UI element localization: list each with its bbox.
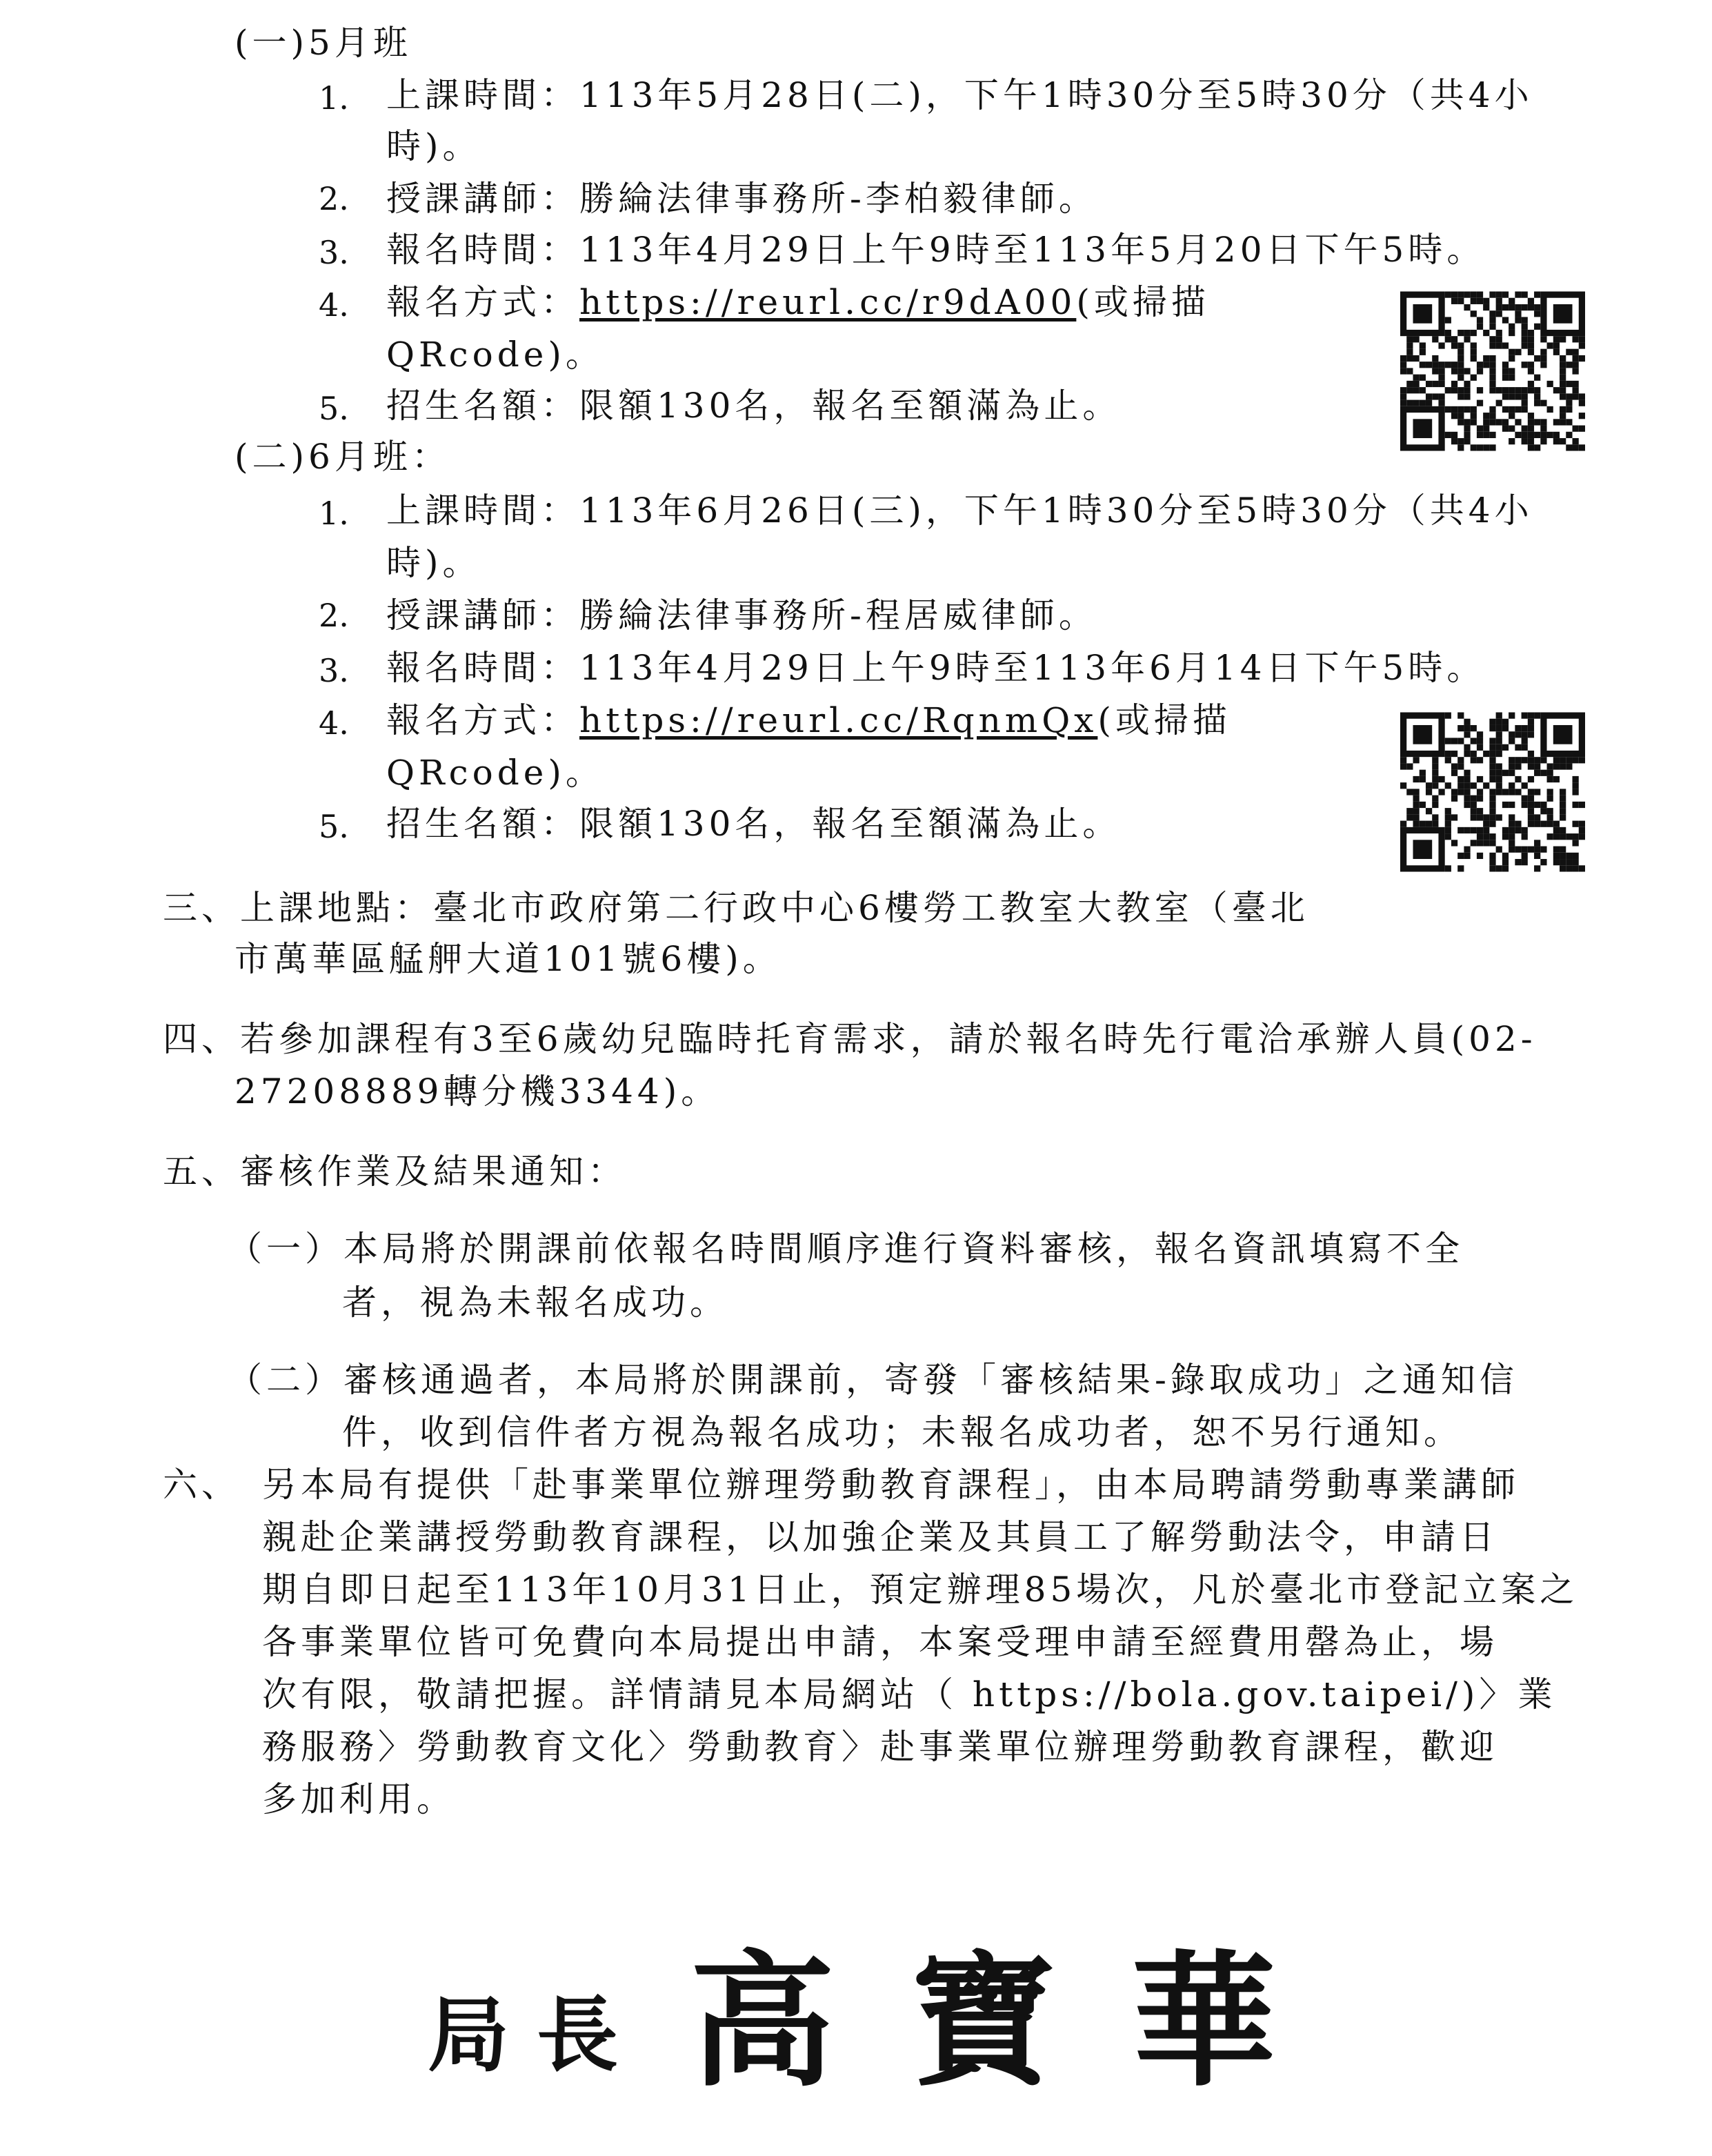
- section-five-item-1-line-1: （一）本局將於開課前依報名時間順序進行資料審核，報名資訊填寫不全: [228, 1229, 1464, 1269]
- section-six-line: 期自即日起至113年10月31日止，預定辦理85場次，凡於臺北市登記立案之: [262, 1570, 1579, 1610]
- section-six-label: 六、: [163, 1465, 240, 1505]
- june-item-5-text: 招生名額：限額130名，報名至額滿為止。: [386, 804, 1122, 844]
- may-item-4-text-cont: QRcode)。: [386, 335, 604, 375]
- section-six-line: 多加利用。: [262, 1779, 455, 1819]
- june-item-4-number: 4.: [319, 704, 349, 742]
- may-item-5-text: 招生名額：限額130名，報名至額滿為止。: [386, 386, 1122, 426]
- may-item-1-text-cont: 時)。: [386, 126, 481, 166]
- june-item-1-text-cont: 時)。: [386, 543, 481, 583]
- june-item-2-number: 2.: [319, 597, 349, 634]
- section-five-item-2-line-1: （二）審核通過者，本局將於開課前，寄發「審核結果-錄取成功」之通知信: [228, 1360, 1518, 1400]
- june-item-5-number: 5.: [319, 808, 349, 845]
- may-item-3-number: 3.: [319, 234, 349, 271]
- section-six-line: 各事業單位皆可免費向本局提出申請，本案受理申請至經費用罄為止，場: [262, 1622, 1498, 1662]
- section-six-line: 次有限，敬請把握。詳情請見本局網站（ https://bola.gov.taipei/)〉業: [262, 1674, 1557, 1714]
- june-item-1-number: 1.: [319, 495, 349, 532]
- june-signup-label: 報名方式：: [386, 700, 579, 740]
- section-five-heading: 五、審核作業及結果通知：: [163, 1151, 626, 1191]
- may-item-2-text: 授課講師：勝綸法律事務所-李柏毅律師。: [386, 179, 1097, 219]
- may-item-3-text: 報名時間：113年4月29日上午9時至113年5月20日下午5時。: [386, 230, 1486, 270]
- may-signup-label: 報名方式：: [386, 282, 579, 322]
- june-item-2-text: 授課講師：勝綸法律事務所-程居威律師。: [386, 595, 1097, 635]
- qr-code-icon[interactable]: [1400, 290, 1585, 453]
- may-signup-suffix: (或掃描: [1076, 282, 1210, 322]
- june-item-1-text: 上課時間：113年6月26日(三)，下午1時30分至5時30分（共4小: [386, 491, 1533, 531]
- section-three-line-2: 市萬華區艋舺大道101號6樓)。: [235, 939, 782, 979]
- section-six-line: 務服務〉勞動教育文化〉勞動教育〉赴事業單位辦理勞動教育課程，歡迎: [262, 1727, 1498, 1767]
- section-five-item-2-line-2: 件，收到信件者方視為報名成功；未報名成功者，恕不另行通知。: [342, 1412, 1462, 1452]
- june-class-heading: (二)6月班：: [235, 437, 450, 477]
- june-item-3-number: 3.: [319, 652, 349, 689]
- may-item-5-number: 5.: [319, 390, 349, 427]
- signature-name: 高寶華: [690, 1936, 1353, 2106]
- may-class-heading: (一)5月班: [235, 23, 412, 63]
- qr-code-icon[interactable]: [1400, 711, 1585, 873]
- may-signup-link[interactable]: https://reurl.cc/r9dA00: [579, 282, 1077, 322]
- section-six-line: 親赴企業講授勞動教育課程，以加強企業及其員工了解勞動法令，申請日: [262, 1517, 1498, 1557]
- signature-title: 局長: [428, 1987, 646, 2083]
- may-item-4-text: [386, 280, 1210, 324]
- june-item-4-text: [386, 698, 1231, 742]
- section-five-item-1-line-2: 者，視為未報名成功。: [342, 1283, 728, 1323]
- june-item-4-text-cont: QRcode)。: [386, 753, 604, 793]
- may-item-2-number: 2.: [319, 180, 349, 217]
- june-signup-suffix: (或掃描: [1097, 700, 1231, 740]
- may-item-1-number: 1.: [319, 79, 349, 117]
- section-four-line-2: 27208889轉分機3344)。: [235, 1071, 720, 1111]
- june-item-3-text: 報名時間：113年4月29日上午9時至113年6月14日下午5時。: [386, 648, 1486, 688]
- section-six-line: 另本局有提供「赴事業單位辦理勞動教育課程」，由本局聘請勞動專業講師: [262, 1465, 1520, 1505]
- may-item-1-text: 上課時間：113年5月28日(二)，下午1時30分至5時30分（共4小: [386, 75, 1533, 115]
- section-three-line-1: 三、上課地點：臺北市政府第二行政中心6樓勞工教室大教室（臺北: [163, 888, 1309, 928]
- may-item-4-number: 4.: [319, 286, 349, 324]
- section-four-line-1: 四、若參加課程有3至6歲幼兒臨時托育需求，請於報名時先行電洽承辦人員(02-: [163, 1019, 1537, 1059]
- june-signup-link[interactable]: https://reurl.cc/RqnmQx: [579, 700, 1098, 740]
